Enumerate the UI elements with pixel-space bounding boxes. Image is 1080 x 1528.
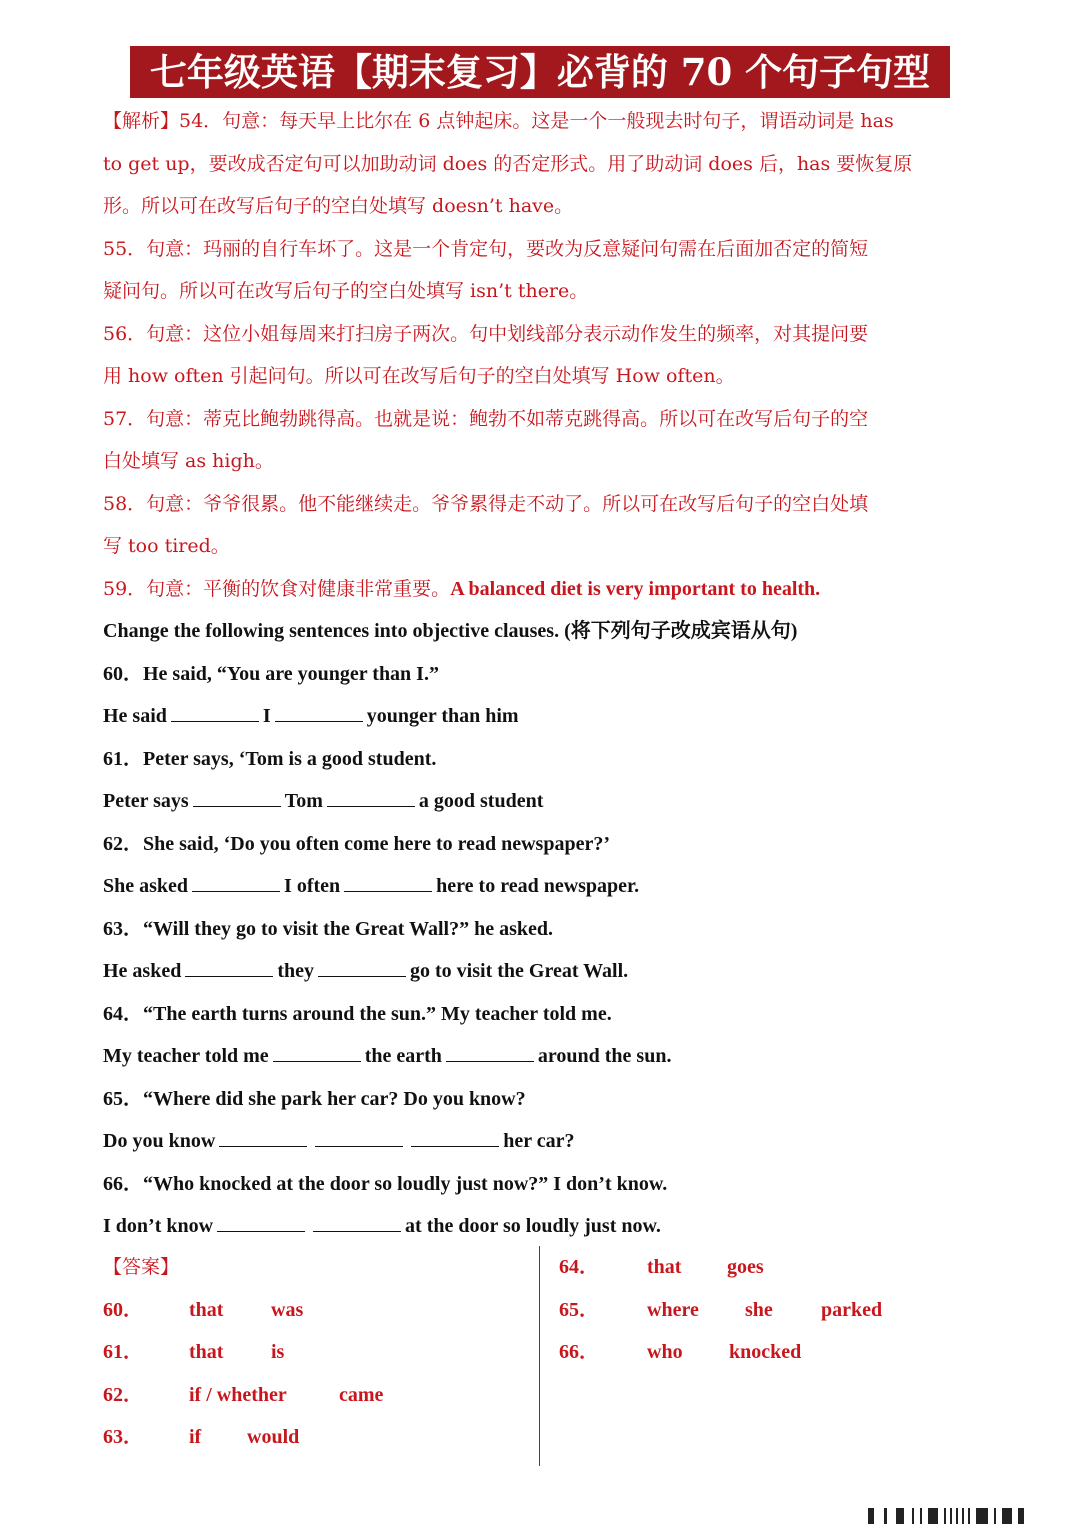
blank[interactable] <box>411 1130 499 1147</box>
blank[interactable] <box>318 960 406 977</box>
answer-line-66: I don’t know at the door so loudly just now. <box>103 1215 661 1237</box>
q59-cn: 59．句意：平衡的饮食对健康非常重要。 <box>103 577 451 600</box>
analysis-line: 57．句意：蒂克比鲍勃跳得高。也就是说：鲍勃不如蒂克跳得高。所以可在改写后句子的空 <box>103 407 869 430</box>
question-65: 65．“Where did she park her car? Do you know? <box>103 1087 526 1110</box>
instruction <box>103 610 983 653</box>
column-divider <box>539 1246 540 1466</box>
answer-row: 61． that is <box>103 1341 285 1363</box>
analysis-line-59 <box>103 568 983 611</box>
analysis-line: 写 too tired。 <box>103 535 230 557</box>
blank[interactable] <box>315 1130 403 1147</box>
question-60: 60．He said, “You are younger than I.” <box>103 662 439 685</box>
analysis-line: 白处填写 as high。 <box>103 450 274 472</box>
question-64: 64．“The earth turns around the sun.” My teacher told me. <box>103 1002 612 1025</box>
blank[interactable] <box>217 1215 305 1232</box>
answer-col-left <box>103 1246 523 1459</box>
analysis-line: 56．句意：这位小姐每周来打扫房子两次。句中划线部分表示动作发生的频率，对其提问要 <box>103 322 869 345</box>
question-61: 61．Peter says, ‘Tom is a good student. <box>103 747 437 770</box>
blank[interactable] <box>327 790 415 807</box>
answer-row: 66． who knocked <box>559 1341 802 1363</box>
answer-row: 63． if would <box>103 1426 300 1448</box>
answer-line-61: Peter says Tom a good student <box>103 790 544 812</box>
blank[interactable] <box>273 1045 361 1062</box>
answer-row: 60． that was <box>103 1298 304 1321</box>
blank[interactable] <box>192 875 280 892</box>
answer-heading: 【答案】 <box>103 1256 180 1278</box>
q59-en: A balanced diet is very important to health. <box>450 577 821 600</box>
barcode-decoration <box>860 1500 1060 1528</box>
answer-line-63: He asked they go to visit the Great Wall. <box>103 960 629 982</box>
document-body <box>103 100 983 1248</box>
blank[interactable] <box>313 1215 401 1232</box>
answer-row: 65． where she parked <box>559 1298 883 1321</box>
instruction-text: Change the following sentences into objective clauses. (将下列句子改成宾语从句) <box>103 620 798 642</box>
blank[interactable] <box>219 1130 307 1147</box>
blank[interactable] <box>171 705 259 722</box>
analysis-line: 55．句意：玛丽的自行车坏了。这是一个肯定句，要改为反意疑问句需在后面加否定的简短 <box>103 237 869 260</box>
answer-col-right <box>559 1246 999 1374</box>
answer-line-65: Do you know her car? <box>103 1130 575 1152</box>
answer-line-60: He said I younger than him <box>103 705 519 727</box>
blank[interactable] <box>446 1045 534 1062</box>
question-66: 66．“Who knocked at the door so loudly just now?” I don’t know. <box>103 1172 668 1195</box>
page-title: 七年级英语【期末复习】必背的 70 个句子句型 <box>130 46 950 98</box>
answer-key <box>103 1246 1003 1466</box>
question-63: 63．“Will they go to visit the Great Wall?” he asked. <box>103 917 554 940</box>
blank[interactable] <box>185 960 273 977</box>
analysis-line: 形。所以可在改写后句子的空白处填写 doesn’t have。 <box>103 195 574 217</box>
analysis-line: 58．句意：爷爷很累。他不能继续走。爷爷累得走不动了。所以可在改写后句子的空白处填 <box>103 492 869 515</box>
analysis-line: 用 how often 引起问句。所以可在改写后句子的空白处填写 How often。 <box>103 365 735 387</box>
answer-row: 64． that goes <box>559 1256 764 1278</box>
blank[interactable] <box>275 705 363 722</box>
analysis-line: to get up，要改成否定句可以加助动词 does 的否定形式。用了助动词 does 后，has 要恢复原 <box>103 152 913 175</box>
question-62: 62．She said, ‘Do you often come here to read newspaper?’ <box>103 832 611 855</box>
answer-line-64: My teacher told me the earth around the sun. <box>103 1045 672 1067</box>
analysis-line: 疑问句。所以可在改写后句子的空白处填写 isn’t there。 <box>103 280 589 302</box>
answer-row: 62． if / whether came <box>103 1383 384 1406</box>
blank[interactable] <box>344 875 432 892</box>
blank[interactable] <box>193 790 281 807</box>
answer-line-62: She asked I often here to read newspaper. <box>103 875 640 897</box>
analysis-line: 【解析】54．句意：每天早上比尔在 6 点钟起床。这是一个一般现去时句子，谓语动词是 has <box>103 110 894 132</box>
